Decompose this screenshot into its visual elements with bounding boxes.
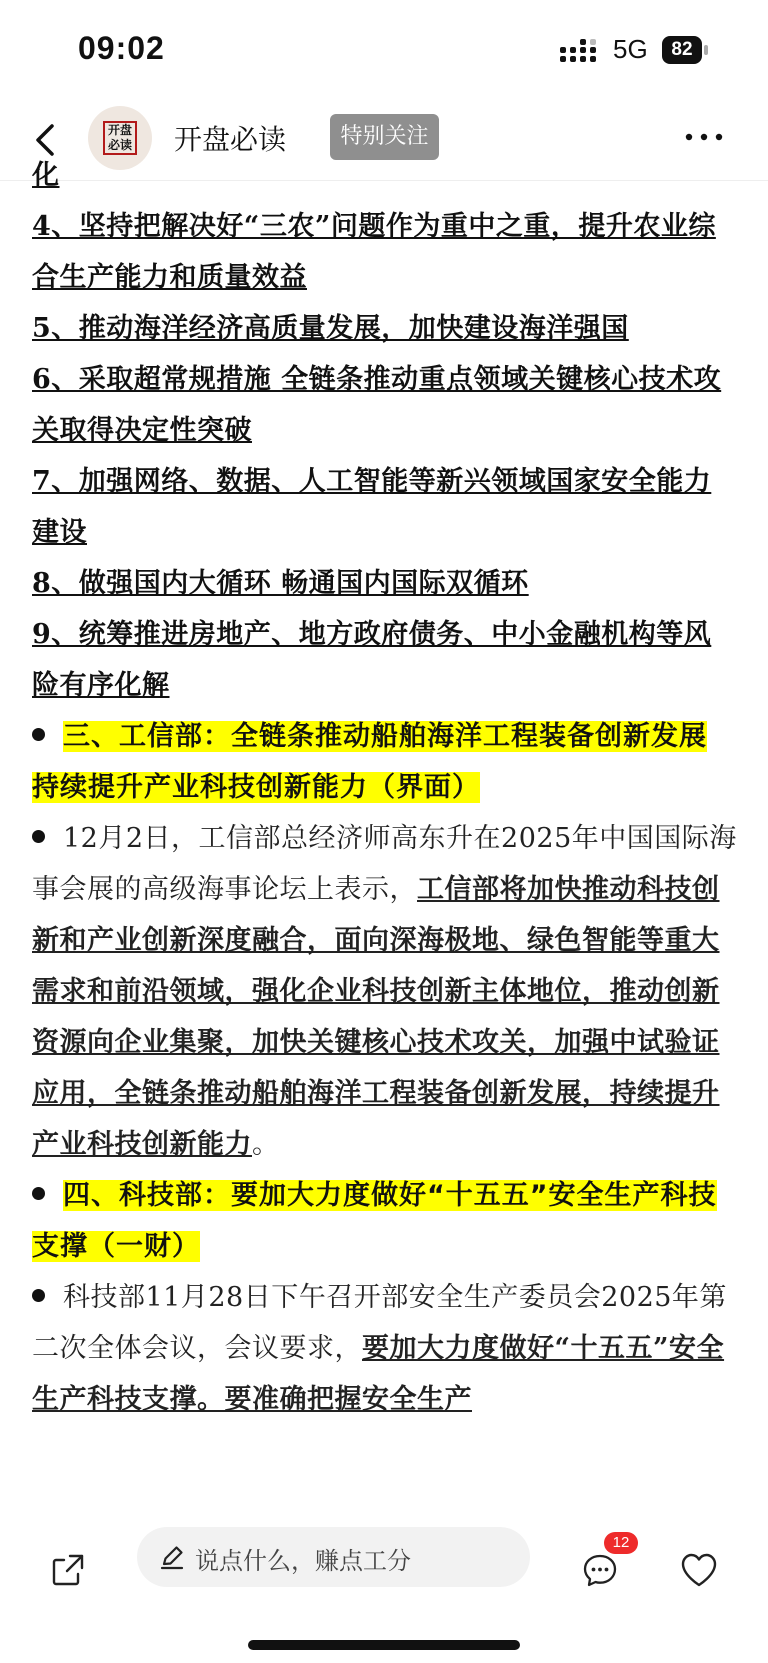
comment-icon[interactable] — [582, 1552, 618, 1588]
account-name[interactable]: 开盘必读 — [174, 123, 287, 156]
heading-4-text: 四、科技部：要加大力度做好“十五五”安全生产科技支撑（一财） — [32, 1180, 717, 1262]
back-icon[interactable] — [30, 120, 60, 160]
signal-icon — [560, 38, 602, 64]
share-icon[interactable] — [50, 1552, 86, 1588]
comment-input[interactable] — [137, 1527, 530, 1587]
paragraph-3-plain: 12月2日，工信部总经济师高东升在2025年中国国际海事会展的高级海事论坛上表示， — [32, 823, 737, 905]
battery-icon — [662, 36, 710, 64]
avatar-text-bottom: 必读 — [107, 138, 132, 152]
list-item-8: 8、做强国内大循环 畅通国内国际双循环 — [32, 568, 529, 599]
battery-level: 82 — [671, 39, 693, 60]
comment-placeholder: 说点什么，赚点工分 — [195, 1547, 411, 1575]
paragraph-3 — [32, 813, 738, 1170]
status-time: 09:02 — [78, 30, 165, 66]
bullet-icon — [32, 1289, 45, 1302]
paragraph-3-underline: 工信部将加快推动科技创新和产业创新深度融合，面向深海极地、绿色智能等重大需求和前沿领域，强化企业科技创新主体地位，推动创新资源向企业集聚，加快关键核心技术攻关，加强中试验证应用，全链条推动船舶海洋工程装备创新发展，持续提升产业科技创新能力 — [32, 874, 720, 1160]
more-icon[interactable] — [684, 130, 724, 144]
avatar-text-top: 开盘 — [107, 123, 132, 137]
bullet-icon — [32, 830, 45, 843]
home-indicator[interactable] — [248, 1640, 520, 1650]
list-item-4: 4、坚持把解决好“三农”问题作为重中之重，提升农业综合生产能力和质量效益 — [32, 211, 716, 293]
status-bar — [0, 0, 768, 100]
avatar-logo — [103, 121, 137, 155]
list-item-6: 6、采取超常规措施 全链条推动重点领域关键核心技术攻关取得决定性突破 — [32, 364, 722, 446]
list-item-fragment: 化 — [32, 160, 60, 191]
comment-count-badge: 12 — [604, 1532, 638, 1554]
list-item-7: 7、加强网络、数据、人工智能等新兴领域国家安全能力建设 — [32, 466, 712, 548]
pencil-icon — [159, 1544, 185, 1570]
heading-3-text: 三、工信部：全链条推动船舶海洋工程装备创新发展 持续提升产业科技创新能力（界面） — [32, 721, 707, 803]
paragraph-4-plain: 科技部11月28日下午召开部安全生产委员会2025年第二次全体会议，会议要求， — [32, 1282, 727, 1364]
section-heading-4 — [32, 1170, 738, 1272]
bullet-icon — [32, 728, 45, 741]
paragraph-4 — [32, 1272, 738, 1425]
like-heart-icon[interactable] — [680, 1552, 718, 1588]
article-content — [32, 156, 738, 1512]
bullet-icon — [32, 1187, 45, 1200]
list-item-9: 9、统筹推进房地产、地方政府债务、中小金融机构等风险有序化解 — [32, 619, 712, 701]
section-heading-3 — [32, 711, 738, 813]
special-follow-button[interactable]: 特别关注 — [330, 114, 439, 160]
bottom-action-bar — [0, 1512, 768, 1663]
paragraph-4-underline: 要加大力度做好“十五五”安全生产科技支撑。要准确把握安全生产 — [32, 1333, 725, 1415]
network-type: 5G — [613, 34, 648, 64]
paragraph-3-end: 。 — [252, 1129, 280, 1160]
list-item-5: 5、推动海洋经济高质量发展，加快建设海洋强国 — [32, 313, 629, 344]
